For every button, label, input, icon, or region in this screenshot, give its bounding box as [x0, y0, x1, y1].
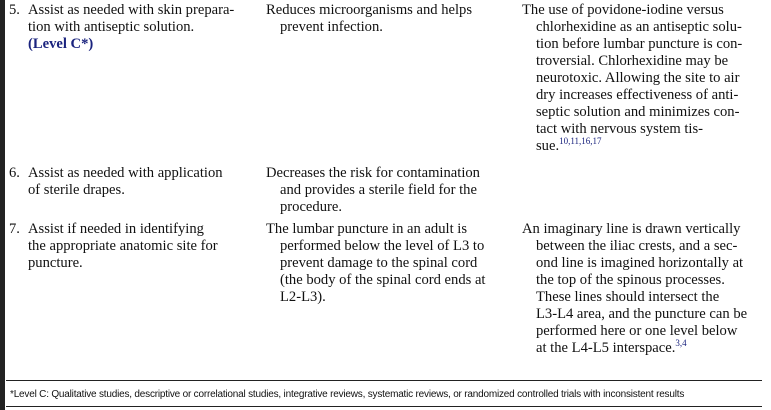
- text-line: [522, 272, 747, 289]
- text-line: [28, 19, 234, 36]
- text: of sterile drapes.: [28, 182, 125, 198]
- footnote-rule-top: [6, 380, 762, 381]
- text: the appropriate anatomic site for: [28, 238, 218, 254]
- text-line: [522, 340, 747, 357]
- text-line: [266, 165, 480, 182]
- notes-cell: [522, 221, 747, 357]
- text: Decreases the risk for contamination: [266, 165, 480, 181]
- text: tion before lumbar puncture is con-: [536, 36, 743, 52]
- text-line: [522, 221, 747, 238]
- reference-superscript: 3,4: [675, 338, 687, 349]
- text: tion with antiseptic solution.: [28, 19, 195, 35]
- step-number: 5.: [9, 2, 20, 18]
- text-line: [522, 87, 742, 104]
- text: L2-L3).: [280, 289, 326, 305]
- text: Assist as needed with skin prepara-: [28, 2, 235, 18]
- step-number: 6.: [9, 165, 20, 181]
- text-line: [28, 221, 218, 238]
- text-line: [522, 289, 747, 306]
- text: These lines should intersect the: [536, 289, 720, 305]
- text-line: [522, 121, 742, 138]
- text: troversial. Chlorhexidine may be: [536, 53, 729, 69]
- text: performed here or one level below: [536, 323, 738, 339]
- action-cell: [28, 165, 223, 199]
- text: An imaginary line is drawn vertically: [522, 221, 741, 237]
- text-line: [28, 165, 223, 182]
- text-line: [28, 182, 223, 199]
- footnote: *Level C: Qualitative studies, descriptive or correlational studies, integrative reviews, systematic reviews, or randomized controlled trials with inconsistent results: [10, 389, 685, 400]
- text: puncture.: [28, 255, 83, 271]
- text: prevent infection.: [280, 19, 383, 35]
- text: dry increases effectiveness of anti-: [536, 87, 739, 103]
- text: at the L4-L5 interspace.: [536, 340, 676, 356]
- text-line: [522, 104, 742, 121]
- text-line: [266, 199, 480, 216]
- footnote-rule-bottom: [6, 406, 762, 407]
- text: tact with nervous system tis-: [536, 121, 703, 137]
- text: between the iliac crests, and a sec-: [536, 238, 738, 254]
- text-line: [266, 289, 485, 306]
- text-line: [266, 221, 485, 238]
- text-line: [266, 2, 472, 19]
- rationale-cell: [266, 2, 472, 36]
- text: performed below the level of L3 to: [280, 238, 485, 254]
- text: neurotoxic. Allowing the site to air: [536, 70, 740, 86]
- text-line: [522, 238, 747, 255]
- action-cell: [28, 221, 218, 272]
- text-line: [522, 306, 747, 323]
- text-line: [522, 19, 742, 36]
- text: Reduces microorganisms and helps: [266, 2, 473, 18]
- text: procedure.: [280, 199, 342, 215]
- text: Assist if needed in identifying: [28, 221, 204, 237]
- text-line: [266, 272, 485, 289]
- text-line: [522, 2, 742, 19]
- evidence-level: (Level C*): [28, 36, 94, 52]
- text-line: [266, 19, 472, 36]
- text: septic solution and minimizes con-: [536, 104, 740, 120]
- text: chlorhexidine as an antiseptic solu-: [536, 19, 742, 35]
- text-line: [522, 323, 747, 340]
- text: sue.: [536, 138, 560, 154]
- text-line: [522, 255, 747, 272]
- step-number: 7.: [9, 221, 20, 237]
- reference-superscript: 10,11,16,17: [559, 136, 602, 147]
- text-line: [28, 255, 218, 272]
- text: ond line is imagined horizontally at: [536, 255, 744, 271]
- text: Assist as needed with application: [28, 165, 223, 181]
- text-line: [266, 182, 480, 199]
- text: The use of povidone-iodine versus: [522, 2, 724, 18]
- action-cell: [28, 2, 234, 53]
- text: (the body of the spinal cord ends at: [280, 272, 486, 288]
- text-line: [522, 138, 742, 155]
- rationale-cell: [266, 165, 480, 216]
- text-line: [266, 238, 485, 255]
- text-line: [266, 255, 485, 272]
- text-line: [28, 2, 234, 19]
- text: prevent damage to the spinal cord: [280, 255, 478, 271]
- notes-cell: [522, 2, 742, 155]
- text: and provides a sterile field for the: [280, 182, 477, 198]
- text: L3-L4 area, and the puncture can be: [536, 306, 748, 322]
- text: The lumbar puncture in an adult is: [266, 221, 468, 237]
- rationale-cell: [266, 221, 485, 306]
- text-line: [28, 238, 218, 255]
- page-edge: [0, 0, 5, 410]
- text: the top of the spinous processes.: [536, 272, 725, 288]
- text-line: [522, 70, 742, 87]
- text-line: [522, 53, 742, 70]
- text-line: [522, 36, 742, 53]
